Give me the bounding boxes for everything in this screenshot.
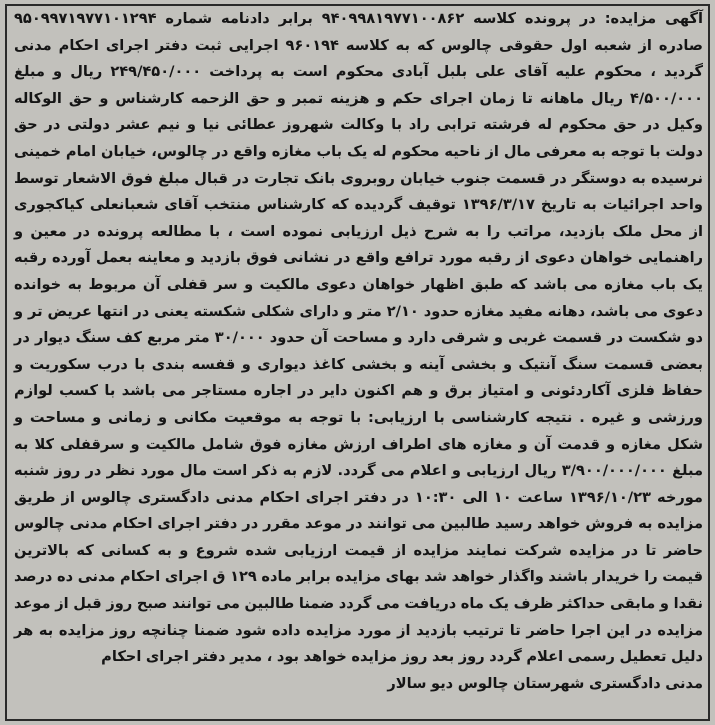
notice-body: در پرونده کلاسه ۹۴۰۹۹۸۱۹۷۷۱۰۰۸۶۲ برابر دادنامه شماره ۹۵۰۹۹۷۱۹۷۷۱۰۱۲۹۴ صادره از شعبه اول حقوقی چالوس که به کلاسه ۹۶۰۱۹۴ اجرایی ثبت دفتر اجرای احکام مدنی گردید ، محکوم علیه آقای علی بلبل آبادی محکوم است به پرداخت ۲۴۹/۴۵۰/۰۰۰ ریال و مبلغ ۴/۵۰۰/۰۰۰ ریال ماهانه تا زمان اجرای حکم و هزینه تمبر و حق الزحمه کارشناس و حق الوکاله وکیل در حق محکوم له فرشته ترابی راد با وکالت شهروز عطائی نیا و نیم عشر دولتی در حق دولت با توجه به معرفی مال از ناحیه محکوم له یک باب مغازه واقع در چالوس، خیابان امام خمینی نرسیده به دوستگر در قسمت جنوب خیابان روبروی بانک تجارت در قبال مبلغ فوق الاشعار توسط واحد اجرائیات به تاریخ ۱۳۹۶/۳/۱۷ توقیف گردیده که کارشناس منتخب آقای شعبانعلی کیاکجوری از محل ملک بازدید، مراتب را به شرح ذیل ارزیابی نموده است ، با مطالعه پرونده در معین و راهنمایی خواهان دعوی از رقبه مورد ترافع واقع در نشانی فوق بازدید و معاینه بعمل آورده رقبه یک باب مغازه می باشد که طبق اظهار خواهان دعوی مالکیت و سر قفلی آن مربوط به خوانده دعوی می باشد، دهانه مفید مغازه حدود ۲/۱۰ متر و دارای شکلی شکسته یعنی در انتها عریض تر و دو شکست در قسمت غربی و شرقی دارد و مساحت آن حدود ۳۰/۰۰۰ متر مربع کف سنگ دیوار در بعضی قسمت سنگ آنتیک و بخشی آینه و بخشی کاغذ دیواری و قفسه بندی با درب سکوریت و حفاظ فلزی آکاردئونی و امتیاز برق و هم اکنون دایر در اجاره مستاجر می باشد با کسب لوازم ورزشی و غیره . نتیجه کارشناسی با ارزیابی: با توجه به موقعیت مکانی و زمانی و مساحت و شکل مغازه و قدمت آن و مغازه های اطراف ارزش مغازه فوق شامل مالکیت و سرقفلی کلا به مبلغ ۳/۹۰۰/۰۰۰/۰۰۰ ریال ارزیابی و اعلام می گردد. لازم به ذکر است مال مورد نظر در روز شنبه مورخه ۱۳۹۶/۱۰/۲۳ ساعت ۱۰ الی ۱۰:۳۰ در دفتر اجرای احکام مدنی دادگستری چالوس از طریق مزایده به فروش خواهد رسید طالبین می توانند در موعد مقرر در دفتر اجرای احکام مدنی چالوس حاضر تا در مزایده شرکت نمایند مزایده از قیمت ارزیابی شده شروع و به کسانی که بالاترین قیمت را خریدار باشند واگذار خواهد شد بهای مزایده برابر ماده ۱۲۹ ق اجرای احکام مدنی ده درصد نقدا و مابقی حداکثر ظرف یک ماه دریافت می گردد ضمنا طالبین می توانند صبح روز قبل از موعد مزایده در این اجرا حاضر تا ترتیب بازدید از مورد مزایده داده شود ضمنا چنانچه روز مزایده به هر دلیل تعطیل رسمی اعلام گردد روز بعد روز مزایده خواهد بود ، مدیر دفتر اجرای احکام <box>14 10 704 666</box>
auction-notice <box>14 6 703 697</box>
notice-title: آگهی مزایده: <box>604 10 703 27</box>
notice-signature: مدنی دادگستری شهرستان چالوس دیو سالار <box>387 674 703 692</box>
